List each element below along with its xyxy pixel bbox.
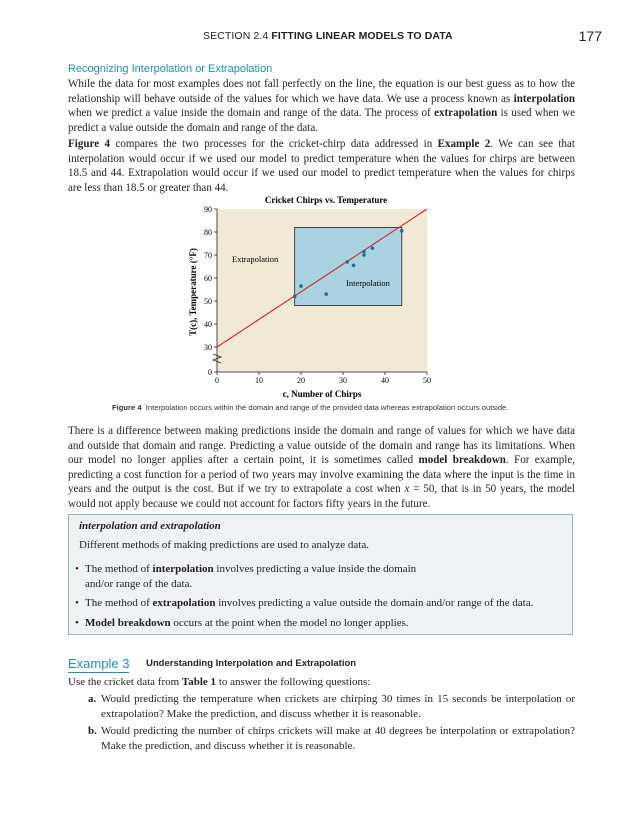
- bullet-interpolation: • The method of interpolation involves predicting a value inside the domain and/or range of the data.: [75, 563, 417, 590]
- box-bullets: [75, 562, 565, 635]
- paragraph-intro: While the data for most examples does not fall perfectly on the line, the equation is our best guess as to how the relationship will behave outside of the values for which we have data. We use a process known as interpolation when we predict a value inside the domain and range of the data. The process of extrapolation is used when we predict a value outside the domain and range of the data.: [68, 78, 575, 134]
- data-point: [362, 250, 366, 254]
- data-point: [400, 229, 404, 233]
- y-tick-label: 80: [204, 228, 212, 237]
- interpolation-region: [295, 227, 402, 305]
- data-point: [352, 264, 356, 268]
- y-tick-label: 50: [204, 297, 212, 306]
- extrapolation-label: Extrapolation: [232, 254, 279, 264]
- data-point: [371, 246, 375, 250]
- x-tick-label: 40: [381, 376, 389, 385]
- y-tick-label: 60: [204, 274, 212, 283]
- example-title: Understanding Interpolation and Extrapolation: [146, 658, 357, 669]
- example-tag: Example 3: [68, 656, 130, 671]
- paragraph-model-breakdown: There is a difference between making predictions inside the domain and range of values for which we have data and outside that domain and range. Predicting a value outside of the domain and range has its limitations. When our model no longer applies after a certain point, it is sometimes called model breakdown. For example, predicting a cost function for a period of two years may involve examining the data where the input is the time in years and the output is the cost. But if we try to extrapolate a cost when x = 50, that is in 50 years, the model would not apply because we could not account for factors fifty years in the future.: [68, 425, 575, 510]
- data-point: [324, 292, 328, 296]
- box-intro: Different methods of making predictions are used to analyze data.: [79, 539, 369, 551]
- data-point: [362, 253, 366, 257]
- x-tick-label: 20: [297, 376, 305, 385]
- subheading: Recognizing Interpolation or Extrapolation: [68, 63, 273, 75]
- example-header: [68, 655, 573, 673]
- bullet-model-breakdown: • Model breakdown occurs at the point when the model no longer applies.: [75, 616, 409, 629]
- figure-caption: Figure 4 Interpolation occurs within the domain and range of the provided data whereas extrapolation occurs outside.: [112, 403, 509, 412]
- bullet-extrapolation: • The method of extrapolation involves predicting a value outside the domain and/or range of the data.: [75, 597, 534, 609]
- data-point: [299, 284, 303, 288]
- figure-4-chart: [180, 190, 450, 405]
- chart-title: Cricket Chirps vs. Temperature: [264, 195, 388, 205]
- x-tick-label: 0: [215, 376, 219, 385]
- question-b: b. Would predicting the number of chirps crickets will make at 40 degrees be interpolation or extrapolation? Make the prediction, and discuss whether it is reasonable.: [88, 725, 575, 752]
- y-tick-label: 90: [204, 205, 212, 214]
- interpolation-label: Interpolation: [346, 278, 390, 288]
- x-tick-label: 50: [423, 376, 431, 385]
- x-tick-label: 30: [339, 376, 347, 385]
- x-tick-label: 10: [255, 376, 263, 385]
- section-label: SECTION 2.4 FITTING LINEAR MODELS TO DATA: [203, 30, 453, 42]
- question-a: a. Would predicting the temperature when crickets are chirping 30 times in 15 seconds be interpolation or extrapolation? Make the prediction, and discuss whether it is reasonable.: [88, 693, 575, 720]
- data-point: [293, 295, 297, 299]
- y-tick-label: 70: [204, 251, 212, 260]
- y-tick-label: 0: [208, 368, 212, 377]
- paragraph-figure-reference: Figure 4 compares the two processes for the cricket-chirp data addressed in Example 2. We can see that interpolation would occur if we used our model to predict temperature when the values for chirps are between 18.5 and 44. Extrapolation would occur if we used our model to predict temperature when the values for chirps are less than 18.5 or greater than 44.: [68, 138, 575, 194]
- page-number: 177: [578, 28, 602, 44]
- chart-svg: [180, 190, 450, 405]
- x-axis-label: c, Number of Chirps: [282, 389, 362, 399]
- box-title: interpolation and extrapolation: [79, 520, 221, 532]
- definition-box: [68, 514, 573, 635]
- y-axis-label: T(c), Temperature (°F): [188, 248, 198, 336]
- page-header: [0, 30, 630, 46]
- example-instruction: Use the cricket data from Table 1 to answer the following questions:: [68, 676, 371, 688]
- y-tick-label: 30: [204, 343, 212, 352]
- data-point: [345, 260, 349, 264]
- y-tick-label: 40: [204, 320, 212, 329]
